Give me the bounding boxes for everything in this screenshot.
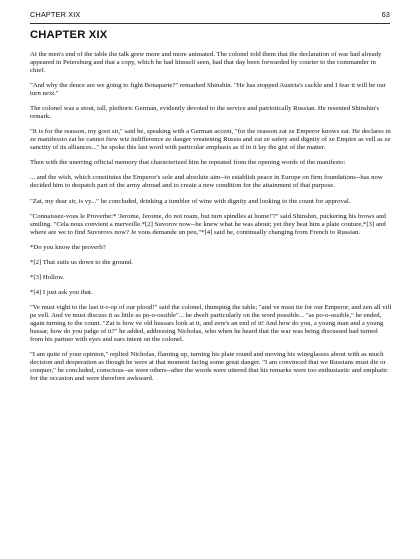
chapter-title: CHAPTER XIX bbox=[30, 29, 108, 41]
paragraph: "I am quite of your opinion," replied Nicholas, flaming up, turning his plate round and moving his wineglasses about with as much decision and desperation as though he were at that moment facing some great danger. "I am convinced that we Russians must die or conquer," he concluded, conscious--as were others--after the words were uttered that his remarks were too enthusiastic and emphatic for the occasion and were therefore awkward. bbox=[30, 351, 389, 383]
paragraph: "And why the deuce are we going to fight Bonaparte?" remarked Shinshin. "He has stopped Austria's cackle and I fear it will be our turn next." bbox=[30, 82, 386, 98]
paragraph: At the men's end of the table the talk grew more and more animated. The colonel told them that the declaration of war had already appeared in Petersburg and that a copy, which he had himself seen, had that day been forwarded by courier to the commander in chief. bbox=[30, 51, 382, 74]
footnote: *[4] I just ask you that. bbox=[30, 289, 93, 297]
paragraph: The colonel was a stout, tall, plethoric German, evidently devoted to the service and patriotically Russian. He resented Shinshin's remark. bbox=[30, 105, 380, 121]
page-number: 63 bbox=[381, 10, 390, 19]
body-text bbox=[30, 51, 392, 390]
running-header bbox=[30, 10, 390, 22]
paragraph: "It is for the reasson, my goot sir," said he, speaking with a German accent, "for the reasson zat ze Emperor knows zat. He declares in ze manifessto zat he cannot fiew wiz indifference ze danger vreatening Russia and zat ze safety and dignity of ze Empire as vell as ze sanctity of its alliances..." he spoke this last word with particular emphasis as if in it lay the gist of the matter. bbox=[30, 128, 391, 152]
paragraph: "Connaissez-vous le Proverbe:* 'Jerome, Jerome, do not roam, but turn spindles at home!'?" said Shinshin, puckering his brows and smiling. "Cela nous convient a merveille.*[2] Suvorov now--he knew what he was about; yet they beat him a plate couture,*[3] and where are we to find Suvorovs now? Je vous demande un peu,"*[4] said he, continually changing from French to Russian. bbox=[30, 212, 386, 236]
running-title: CHAPTER XIX bbox=[30, 10, 81, 19]
paragraph: "Zat, my dear sir, is vy..." he concluded, drinking a tumbler of wine with dignity and looking to the count for approval. bbox=[30, 197, 351, 205]
footnote: *[3] Hollow. bbox=[30, 273, 65, 281]
manifesto-quote: ... and the wish, which constitutes the Emperor's sole and absolute aim--to establish peace in Europe on firm foundations--has now decided him to despatch part of the army abroad and to create a new condition for the attainment of that purpose. bbox=[30, 174, 383, 190]
paragraph: "Ve must vight to the last tr-r-op of our plood!" said the colonel, thumping the table; "and ve must tie for our Emperor, and zen all vill pe vell. And ve must discuss it as little as po-o-ossible"... he dwelt particularly on the word possible... "as po-o-ossible," he ended, again turning to the count. "Zat is how ve old hussars look at it, and zere's an end of it! And how do you, a young man and a young hussar, how do you judge of it?" he added, addressing Nicholas, who when he heard that the war was being discussed had turned from his partner with eyes and ears intent on the colonel. bbox=[30, 304, 392, 344]
footnote: *Do you know the proverb? bbox=[30, 243, 106, 251]
footnote: *[2] That suits us down to the ground. bbox=[30, 258, 133, 266]
paragraph: Then with the unerring official memory that characterized him he repeated from the opening words of the manifesto: bbox=[30, 159, 346, 167]
header-rule bbox=[30, 23, 390, 24]
